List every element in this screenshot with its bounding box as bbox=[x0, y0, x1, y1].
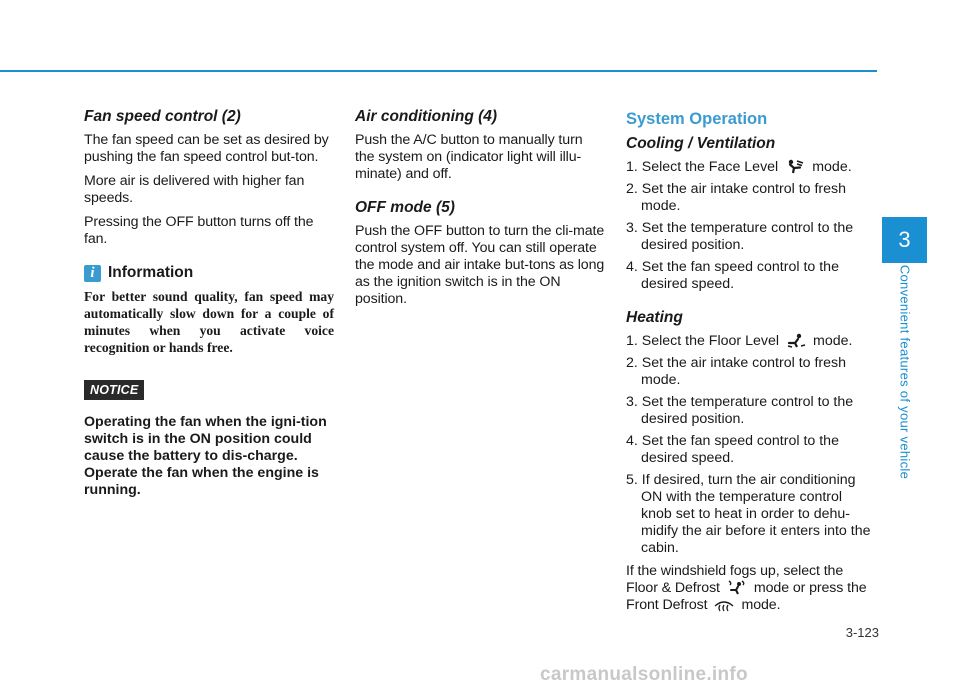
heating-step-3: 3. Set the temperature control to the desired position. bbox=[626, 394, 854, 427]
heading-heating: Heating bbox=[626, 309, 683, 326]
notice-text: Operating the fan when the igni-tion switch is in the ON position could cause the battery to dis-charge. Operate the fan when the engine is running. bbox=[84, 414, 327, 498]
front-defrost-icon bbox=[713, 597, 735, 612]
para-air-conditioning: Push the A/C button to manually turn the system on (indicator light will illu-minate) and off. bbox=[355, 132, 583, 182]
heating-step-2: 2. Set the air intake control to fresh mode. bbox=[626, 355, 847, 388]
heading-fan-speed: Fan speed control (2) bbox=[84, 108, 241, 125]
cooling-step-3: 3. Set the temperature control to the desired position. bbox=[626, 220, 854, 253]
para-fan-speed-2: More air is delivered with higher fan speeds. bbox=[84, 173, 305, 206]
top-rule bbox=[0, 70, 877, 72]
heating-steps bbox=[626, 333, 876, 557]
para-windshield-fog: If the windshield fogs up, select the Floor & Defrost mode or press the Front Defrost mode. bbox=[626, 563, 867, 613]
chapter-title-vertical: Convenient features of your vehicle bbox=[897, 264, 913, 480]
column-fan-speed bbox=[84, 108, 334, 499]
para-fan-speed-1: The fan speed can be set as desired by pushing the fan speed control but-ton. bbox=[84, 132, 329, 165]
cooling-step-2: 2. Set the air intake control to fresh mode. bbox=[626, 181, 847, 214]
face-level-icon bbox=[784, 159, 806, 174]
page-number: 3-123 bbox=[845, 625, 879, 640]
cooling-step-1: 1. Select the Face Level mode. bbox=[626, 159, 852, 175]
heating-step-5: 5. If desired, turn the air conditioning ON with the temperature control knob set to heat in order to dehu-midify the air before it enters into the cabin. bbox=[626, 472, 871, 556]
column-system-operation bbox=[626, 108, 876, 621]
heating-step-4: 4. Set the fan speed control to the desired speed. bbox=[626, 433, 839, 466]
chapter-number-tab: 3 bbox=[882, 217, 927, 263]
heating-step-1: 1. Select the Floor Level mode. bbox=[626, 333, 853, 349]
para-off-mode: Push the OFF button to turn the cli-mate control system off. You can still operate the mode and air intake but-tons as long as the ignition switch is in the ON position. bbox=[355, 223, 605, 307]
watermark: carmanualsonline.info bbox=[540, 664, 748, 685]
floor-defrost-icon bbox=[726, 580, 748, 595]
heading-air-conditioning: Air conditioning (4) bbox=[355, 108, 498, 125]
column-ac-off bbox=[355, 108, 605, 315]
information-text: For better sound quality, fan speed may automatically slow down for a couple of minutes when you activate voice recognition or hands free. bbox=[84, 289, 334, 355]
notice-badge: NOTICE bbox=[84, 380, 144, 400]
floor-level-icon bbox=[785, 333, 807, 348]
cooling-step-4: 4. Set the fan speed control to the desired speed. bbox=[626, 259, 839, 292]
information-title: Information bbox=[108, 264, 194, 281]
heading-cooling-ventilation: Cooling / Ventilation bbox=[626, 135, 776, 152]
para-fan-speed-3: Pressing the OFF button turns off the fan. bbox=[84, 214, 314, 247]
heading-off-mode: OFF mode (5) bbox=[355, 199, 455, 216]
cooling-steps bbox=[626, 159, 876, 293]
information-icon: i bbox=[84, 265, 101, 282]
information-header bbox=[84, 264, 334, 282]
section-title-system-operation: System Operation bbox=[626, 110, 768, 128]
